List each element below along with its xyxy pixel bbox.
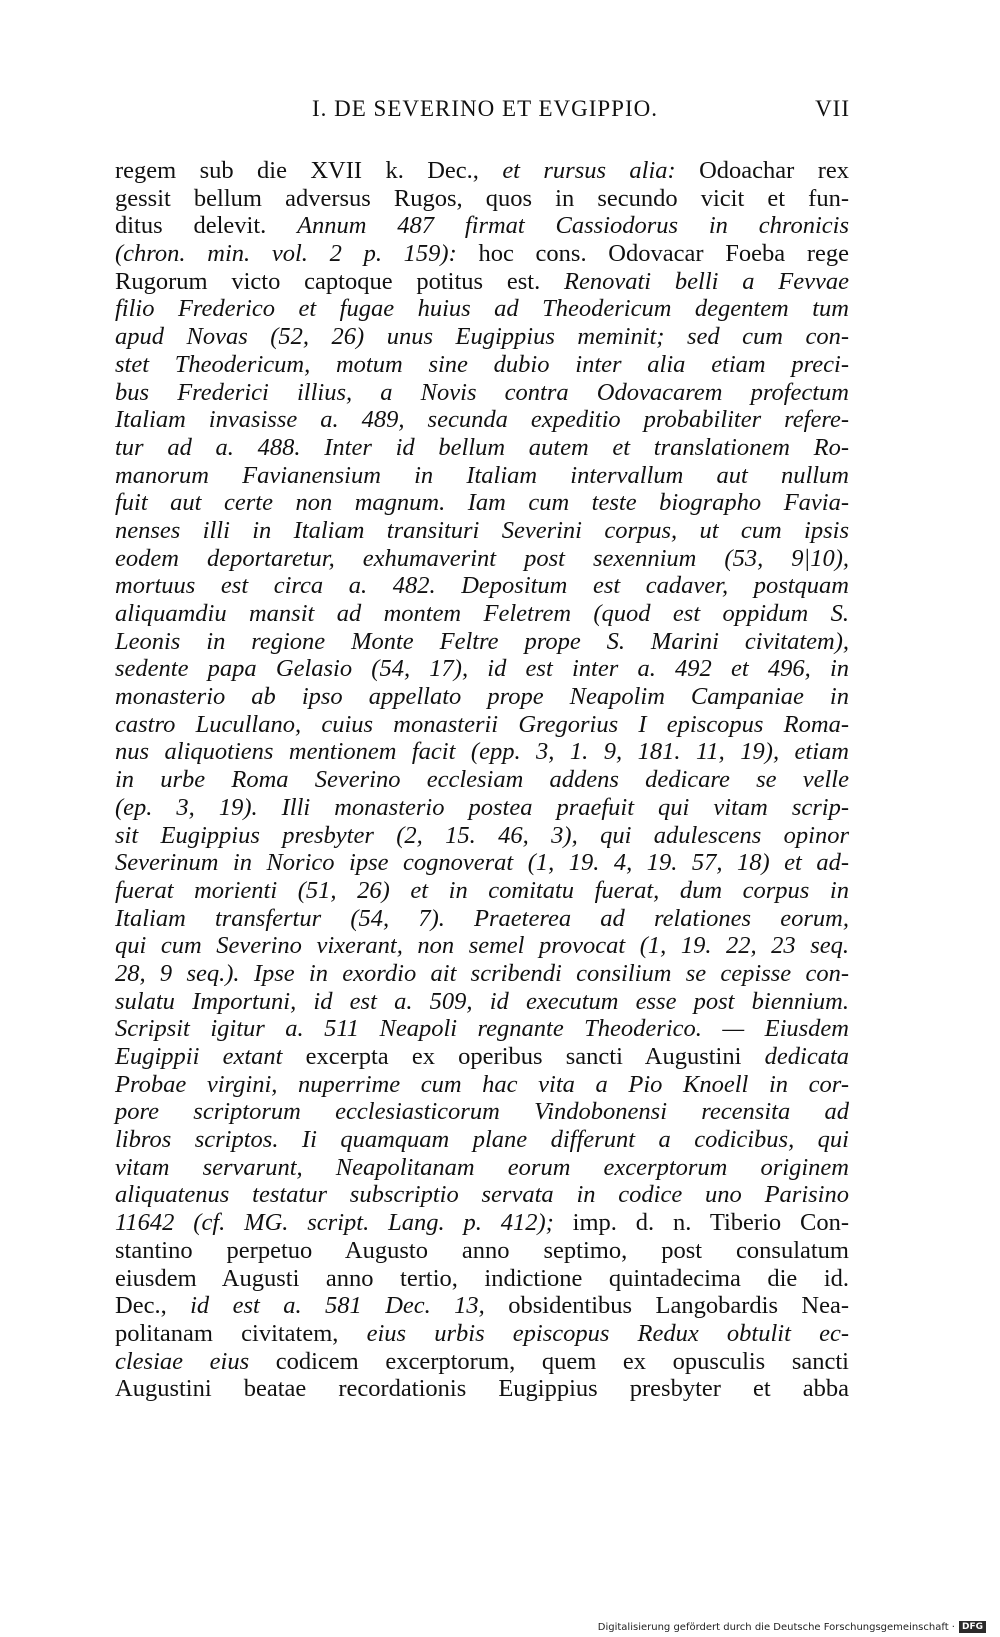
italic-segment: 11642 (cf. MG. script. Lang. p. 412); (115, 1209, 554, 1237)
italic-segment: aliquatenus testatur subscriptio servata in codice uno Parisino (115, 1181, 849, 1209)
text-line (115, 268, 849, 296)
italic-segment: in urbe Roma Severino ecclesiam addens dedicare se velle (115, 766, 849, 794)
roman-segment: codicem excerptorum, quem ex opusculis sancti (249, 1347, 849, 1375)
italic-segment: sedente papa Gelasio (54, 17), id est inter a. 492 et 496, in (115, 655, 849, 683)
italic-segment: manorum Favianensium in Italiam intervallum aut nullum (115, 461, 849, 489)
roman-segment: stantino perpetuo Augusto anno septimo, post consulatum (115, 1236, 849, 1264)
text-line (115, 1181, 849, 1209)
text-line (115, 1292, 849, 1320)
italic-segment: Leonis in regione Monte Feltre prope S. Marini civitatem), (115, 627, 849, 655)
italic-segment: apud Novas (52, 26) unus Eugippius meminit; sed cum con- (115, 323, 849, 351)
text-line (115, 295, 849, 323)
italic-segment: Severinum in Norico ipse cognoverat (1, 19. 4, 19. 57, 18) et ad- (115, 849, 849, 877)
italic-segment: et rursus alia: (502, 157, 676, 184)
text-line (115, 600, 849, 628)
italic-segment: mortuus est circa a. 482. Depositum est cadaver, postquam (115, 572, 849, 600)
italic-segment: Scripsit igitur a. 511 Neapoli regnante Theoderico. — Eiusdem (115, 1015, 849, 1043)
text-line (115, 932, 849, 960)
text-line (115, 545, 849, 573)
text-line (115, 462, 849, 490)
text-line (115, 849, 849, 877)
text-line (115, 1071, 849, 1099)
italic-segment: eius urbis episcopus Redux obtulit ec- (366, 1319, 849, 1347)
body-text (115, 157, 849, 1403)
text-line (115, 1375, 849, 1403)
text-line (115, 212, 849, 240)
text-line (115, 1320, 849, 1348)
italic-segment: (ep. 3, 19). Illi monasterio postea praefuit qui vitam scrip- (115, 793, 849, 821)
text-line (115, 406, 849, 434)
text-line (115, 351, 849, 379)
italic-segment: qui cum Severino vixerant, non semel provocat (1, 19. 22, 23 seq. (115, 932, 849, 960)
italic-segment: vitam servarunt, Neapolitanam eorum excerptorum originem (115, 1153, 849, 1181)
italic-segment: filio Frederico et fugae huius ad Theodericum degentem tum (115, 295, 849, 323)
roman-segment: regem sub die XVII k. Dec., (115, 157, 503, 184)
italic-segment: Annum 487 firmat Cassiodorus in chronicis (297, 212, 850, 240)
italic-segment: aliquamdiu mansit ad montem Feletrem (quod est oppidum S. (115, 600, 849, 627)
text-line (115, 157, 849, 185)
text-line (115, 1154, 849, 1182)
roman-segment: hoc cons. Odovacar Foeba rege (456, 240, 849, 268)
text-line (115, 572, 849, 600)
italic-segment: id est a. 581 Dec. 13, (190, 1292, 485, 1320)
digitization-credit (598, 1620, 986, 1634)
text-line (115, 1209, 849, 1237)
running-title: I. DE SEVERINO ET EVGIPPIO. (311, 96, 658, 121)
text-line (115, 683, 849, 711)
roman-segment: excerpta ex operibus sancti Augustini (282, 1043, 765, 1070)
roman-segment: Odoachar rex (675, 157, 849, 184)
text-line (115, 1265, 849, 1293)
text-line (115, 877, 849, 905)
text-line (115, 960, 849, 988)
text-line (115, 379, 849, 407)
italic-segment: libros scriptos. Ii quamquam plane differunt a codicibus, qui (115, 1126, 849, 1154)
dfg-logo: DFG (959, 1621, 986, 1633)
roman-segment: Dec., (115, 1292, 191, 1320)
italic-segment: 28, 9 seq.). Ipse in exordio ait scribendi consilium se cepisse con- (115, 959, 849, 987)
text-line (115, 1015, 849, 1043)
text-line (115, 517, 849, 545)
roman-segment: Rugorum victo captoque potitus est. (115, 267, 565, 295)
roman-segment: gessit bellum adversus Rugos, quos in secundo vicit et fun- (115, 184, 849, 212)
credit-text: Digitalisierung gefördert durch die Deutsche Forschungsgemeinschaft · (597, 1621, 955, 1633)
text-line (115, 1043, 849, 1071)
italic-segment: bus Frederici illius, a Novis contra Odovacarem profectum (115, 378, 849, 406)
italic-segment: nus aliquotiens mentionem facit (epp. 3, 1. 9, 181. 11, 19), etiam (115, 738, 849, 766)
text-line (115, 988, 849, 1016)
italic-segment: sit Eugippius presbyter (2, 15. 46, 3), qui adulescens opinor (115, 821, 849, 849)
text-line (115, 1237, 849, 1265)
text-line (115, 711, 849, 739)
italic-segment: dedicata (764, 1043, 850, 1070)
italic-segment: sulatu Importuni, id est a. 509, id executum esse post biennium. (115, 987, 849, 1015)
text-line (115, 738, 849, 766)
roman-segment: eiusdem Augusti anno tertio, indictione quintadecima die id. (115, 1264, 849, 1292)
italic-segment: nenses illi in Italiam transituri Severini corpus, ut cum ipsis (115, 516, 849, 544)
text-line (115, 1098, 849, 1126)
italic-segment: monasterio ab ipso appellato prope Neapolim Campaniae in (115, 683, 849, 711)
text-line (115, 240, 849, 268)
text-line (115, 794, 849, 822)
text-line (115, 628, 849, 656)
text-line (115, 323, 849, 351)
text-line (115, 1348, 849, 1376)
italic-segment: pore scriptorum ecclesiasticorum Vindobonensi recensita ad (115, 1098, 849, 1126)
text-line (115, 766, 849, 794)
text-line (115, 434, 849, 462)
italic-segment: Probae virgini, nuperrime cum hac vita a Pio Knoell in cor- (115, 1070, 849, 1098)
italic-segment: Italiam transfertur (54, 7). Praeterea ad relationes eorum, (115, 904, 849, 932)
italic-segment: clesiae eius (115, 1347, 250, 1375)
italic-segment: Eugippii extant (115, 1043, 283, 1070)
italic-segment: (chron. min. vol. 2 p. 159): (115, 240, 457, 268)
text-line (115, 655, 849, 683)
roman-segment: obsidentibus Langobardis Nea- (484, 1292, 849, 1320)
italic-segment: Italiam invasisse a. 489, secunda expeditio probabiliter refere- (115, 406, 849, 434)
italic-segment: castro Lucullano, cuius monasterii Gregorius I episcopus Roma- (115, 710, 849, 738)
roman-segment: ditus delevit. (115, 212, 298, 240)
italic-segment: eodem deportaretur, exhumaverint post sexennium (53, 9|10), (115, 544, 849, 572)
italic-segment: fuerat morienti (51, 26) et in comitatu fuerat, dum corpus in (115, 876, 849, 904)
italic-segment: tur ad a. 488. Inter id bellum autem et translationem Ro- (115, 433, 849, 461)
roman-segment: politanam civitatem, (115, 1319, 367, 1347)
text-line (115, 822, 849, 850)
text-line (115, 1126, 849, 1154)
text-line (115, 905, 849, 933)
text-line (115, 185, 849, 213)
text-line (115, 489, 849, 517)
roman-segment: imp. d. n. Tiberio Con- (553, 1209, 849, 1237)
roman-segment: Augustini beatae recordationis Eugippius presbyter et abba (115, 1375, 849, 1403)
running-head (120, 96, 850, 126)
page-number: VII (815, 96, 850, 121)
italic-segment: Renovati belli a Fevvae (564, 267, 849, 295)
italic-segment: fuit aut certe non magnum. Iam cum teste biographo Favia- (115, 489, 849, 517)
italic-segment: stet Theodericum, motum sine dubio inter alia etiam preci- (115, 350, 849, 378)
